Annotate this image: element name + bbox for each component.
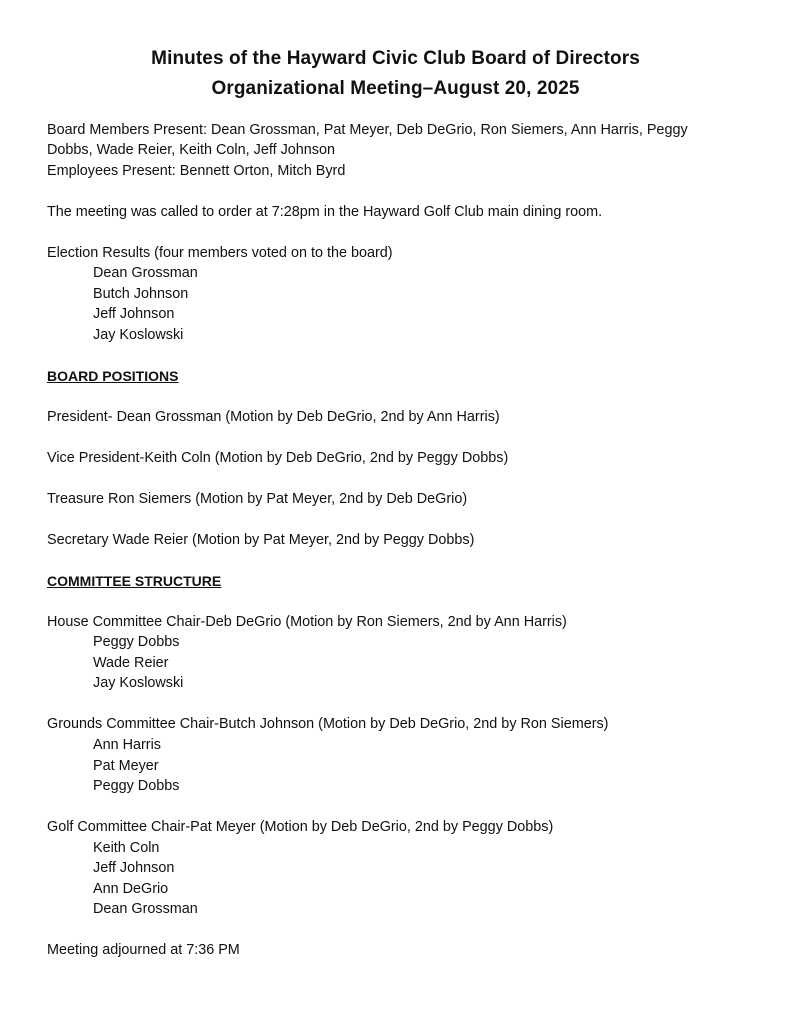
elected-member: Dean Grossman: [93, 265, 198, 281]
employees-present: Employees Present: Bennett Orton, Mitch Byrd: [47, 163, 346, 179]
board-position-president: President- Dean Grossman (Motion by Deb DeGrio, 2nd by Ann Harris): [47, 409, 500, 425]
elected-member: Jay Koslowski: [93, 327, 184, 343]
board-members-present-line-2: Dobbs, Wade Reier, Keith Coln, Jeff Johnson: [47, 142, 335, 158]
committee-member: Ann Harris: [93, 737, 161, 753]
committee-member: Peggy Dobbs: [93, 634, 180, 650]
board-members-present-line-1: Board Members Present: Dean Grossman, Pat Meyer, Deb DeGrio, Ron Siemers, Ann Harris, Peggy: [47, 122, 688, 138]
elected-member: Butch Johnson: [93, 286, 189, 302]
call-to-order: The meeting was called to order at 7:28pm in the Hayward Golf Club main dining room.: [47, 204, 603, 220]
elected-member: Jeff Johnson: [93, 306, 175, 322]
committee-member: Peggy Dobbs: [93, 778, 180, 794]
committee-member: Ann DeGrio: [93, 881, 169, 897]
board-position-secretary: Secretary Wade Reier (Motion by Pat Meyer, 2nd by Peggy Dobbs): [47, 532, 475, 548]
house-committee-chair: House Committee Chair-Deb DeGrio (Motion by Ron Siemers, 2nd by Ann Harris): [47, 614, 567, 630]
committee-member: Jeff Johnson: [93, 860, 175, 876]
golf-committee-chair: Golf Committee Chair-Pat Meyer (Motion by Deb DeGrio, 2nd by Peggy Dobbs): [47, 819, 554, 835]
document-title-line-1: Minutes of the Hayward Civic Club Board of Directors: [151, 48, 640, 69]
board-position-treasurer: Treasure Ron Siemers (Motion by Pat Meyer, 2nd by Deb DeGrio): [47, 491, 468, 507]
committee-member: Dean Grossman: [93, 901, 198, 917]
committee-member: Jay Koslowski: [93, 675, 184, 691]
committee-member: Keith Coln: [93, 840, 160, 856]
document-title-line-2: Organizational Meeting–August 20, 2025: [211, 78, 580, 99]
board-positions-heading: BOARD POSITIONS: [47, 368, 179, 384]
committee-member: Wade Reier: [93, 655, 169, 671]
election-results-heading: Election Results (four members voted on to the board): [47, 245, 393, 261]
board-position-vice-president: Vice President-Keith Coln (Motion by Deb DeGrio, 2nd by Peggy Dobbs): [47, 450, 509, 466]
grounds-committee-chair: Grounds Committee Chair-Butch Johnson (Motion by Deb DeGrio, 2nd by Ron Siemers): [47, 716, 609, 732]
meeting-adjourned: Meeting adjourned at 7:36 PM: [47, 942, 240, 958]
committee-structure-heading: COMMITTEE STRUCTURE: [47, 573, 222, 589]
committee-member: Pat Meyer: [93, 758, 159, 774]
